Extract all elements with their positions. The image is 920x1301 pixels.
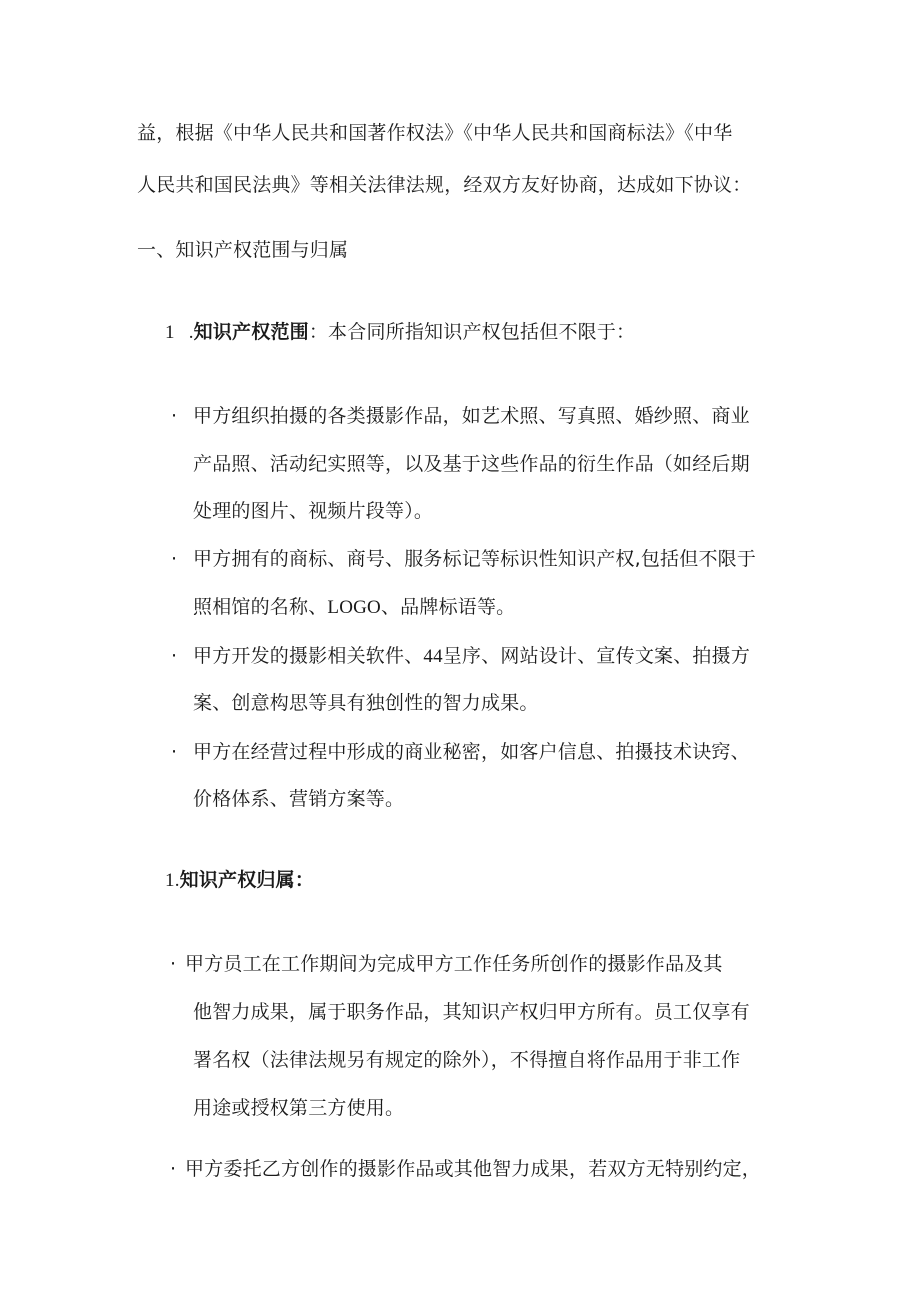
scope-bullet-4-line-2: 价格体系、营销方案等。 (193, 788, 405, 810)
scope-bullet-2-line-1: 甲方拥有的商标、商号、服务标记等标识性知识产权,包括但不限于 (193, 548, 757, 570)
bullet-marker: · (170, 1158, 177, 1180)
bullet-marker: · (170, 953, 177, 975)
bullet-marker: · (171, 645, 178, 667)
ownership-bullet-1-line-4: 用途或授权第三方使用。 (193, 1097, 405, 1119)
scope-bullet-1-line-2: 产品照、活动纪实照等，以及基于这些作品的衍生作品（如经后期 (193, 453, 750, 475)
scope-bullet-3-text-b: 呈序、网站设计、宣传文案、拍摄方 (442, 645, 751, 667)
scope-bullet-2-text-a: 照相馆的名称、 (193, 596, 328, 618)
scope-bullet-4-line-1: 甲方在经营过程中形成的商业秘密，如客户信息、拍摄技术诀窍、 (193, 741, 750, 763)
scope-bullet-3-text-a: 甲方开发的摄影相关软件、 (193, 645, 424, 667)
bullet-marker: · (171, 405, 178, 427)
item-scope-heading (165, 320, 635, 345)
ownership-bullet-1-line-1: 甲方员工在工作期间为完成甲方工作任务所创作的摄影作品及其 (185, 953, 723, 975)
ownership-bullet-1-line-2: 他智力成果，属于职务作品，其知识产权归甲方所有。员工仅享有 (193, 1001, 750, 1023)
scope-bullet-2-logo: LOGO (327, 597, 381, 618)
section-heading: 一、知识产权范围与归属 (137, 239, 349, 261)
item-number-dot: . (188, 322, 194, 343)
item-title: 知识产权范围 (193, 321, 309, 343)
item-title: 知识产权归属： (179, 869, 315, 891)
scope-bullet-2-line-2 (193, 595, 515, 620)
item-number: 1 (165, 322, 175, 343)
scope-bullet-3-number: 44 (423, 646, 443, 667)
scope-bullet-1-line-1: 甲方组织拍摄的各类摄影作品，如艺术照、写真照、婚纱照、商业 (193, 405, 750, 427)
intro-line-2: 人民共和国民法典》等相关法律法规，经双方友好协商，达成如下协议： (137, 174, 752, 196)
bullet-marker: · (171, 548, 178, 570)
scope-bullet-3-line-1 (193, 644, 750, 669)
item-ownership-heading (165, 868, 314, 893)
scope-bullet-1-line-3: 处理的图片、视频片段等）。 (193, 500, 434, 522)
scope-bullet-3-line-2: 案、创意构思等具有独创性的智力成果。 (193, 692, 539, 714)
item-number: 1. (165, 870, 180, 891)
item-text: ：本合同所指知识产权包括但不限于： (308, 321, 636, 343)
intro-line-1: 益，根据《中华人民共和国著作权法》《中华人民共和国商标法》《中华 (137, 122, 733, 144)
ownership-bullet-1-line-3: 署名权（法律法规另有规定的除外），不得擅自将作品用于非工作 (193, 1049, 741, 1071)
scope-bullet-2-text-b: 、品牌标语等。 (380, 596, 516, 618)
ownership-bullet-2-line-1: 甲方委托乙方创作的摄影作品或其他智力成果，若双方无特别约定， (185, 1158, 762, 1180)
bullet-marker: · (171, 741, 178, 763)
